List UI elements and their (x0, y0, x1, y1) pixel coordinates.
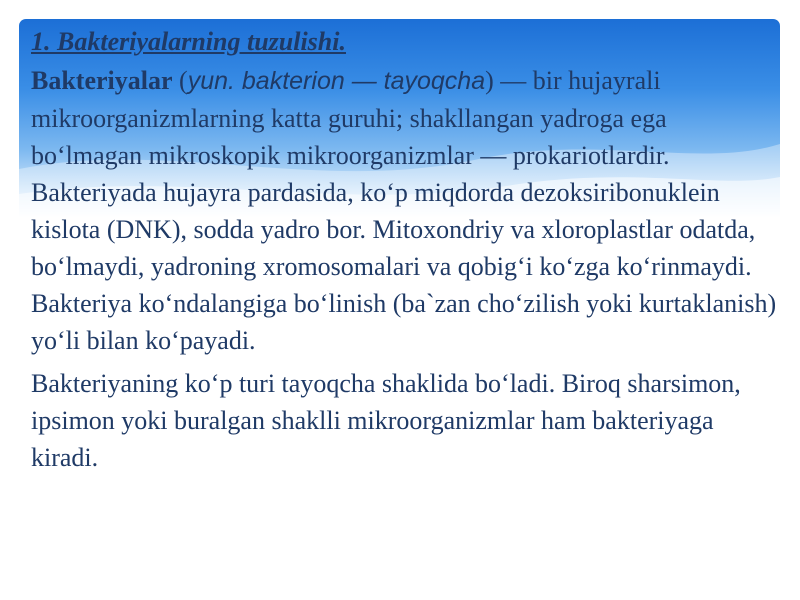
term-bakteriyalar: Bakteriyalar (31, 66, 173, 95)
slide-content (31, 24, 781, 476)
etymology-note: yun. bakterion — tayoqcha (187, 67, 486, 95)
slide-heading: 1. Bakteriyalarning tuzulishi. (31, 27, 346, 56)
paragraph-definition (31, 62, 781, 359)
open-paren: ( (172, 66, 188, 95)
definition-body: — bir hujayrali mikroorganizmlarning katta guruhi; shakllangan yadroga ega bo‘lmagan mikroskopik mikroorganizmlar — prokariotlardir. Bakteriyada hujayra pardasida, ko‘p miqdorda dezoksiribonuklein kislota (DNK), sodda yadro bor. Mitoxondriy va xloroplastlar odatda, bo‘lmaydi, yadroning xromosomalari va qobig‘i ko‘zga ko‘rinmaydi. Bakteriya ko‘ndalangiga bo‘linish (ba`zan cho‘zilish yoki kurtaklanish) yo‘li bilan ko‘payadi. (31, 66, 777, 355)
paragraph-shapes: Bakteriyaning ko‘p turi tayoqcha shaklida bo‘ladi. Biroq sharsimon, ipsimon yoki buralgan shaklli mikroorganizmlar ham bakteriyaga kiradi. (31, 369, 741, 472)
close-paren: ) (485, 66, 494, 95)
